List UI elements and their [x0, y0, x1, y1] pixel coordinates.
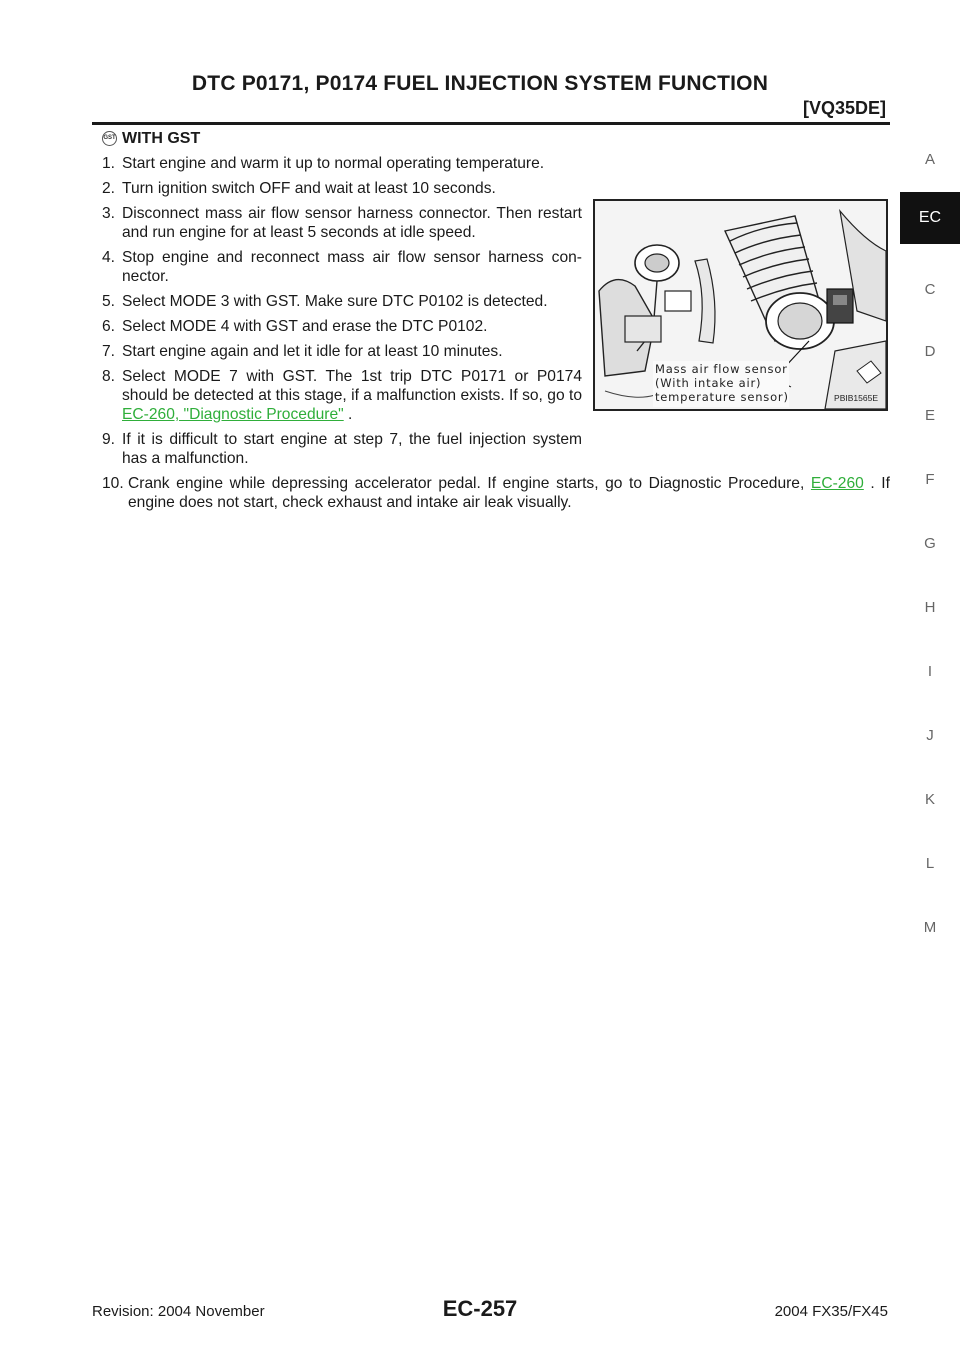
step-number: 4. [102, 249, 116, 266]
section-label: WITH GST [122, 130, 201, 147]
side-tab-d[interactable]: D [924, 343, 936, 360]
step-text-part: . [348, 406, 353, 423]
step-text-part: . If engine does not start, check exhaust and intake air leak visually. [128, 475, 890, 511]
section-subhead [102, 128, 890, 150]
diagnostic-procedure-link[interactable]: EC-260, "Diagnostic Procedure" [122, 406, 344, 423]
step-text: Stop engine and reconnect mass air flow sensor harness con-nector. [122, 249, 582, 285]
section-index-tabs [900, 0, 960, 1358]
figure-callout-line2: (With intake air) [655, 376, 762, 390]
mass-air-flow-sensor-figure [593, 199, 888, 411]
side-tab-a[interactable]: A [924, 151, 935, 168]
step-text: Select MODE 3 with GST. Make sure DTC P0102 is detected. [122, 293, 548, 310]
step-text: Start engine again and let it idle for at least 10 minutes. [122, 343, 503, 360]
step-number: 5. [102, 293, 116, 310]
side-tab-m[interactable]: M [923, 919, 937, 936]
header-divider [92, 122, 890, 125]
side-tab-h[interactable]: H [924, 599, 936, 616]
revision-date: Revision: 2004 November [92, 1303, 265, 1320]
side-tab-ec[interactable]: EC [900, 192, 960, 244]
step-text: Select MODE 4 with GST and erase the DTC P0102. [122, 318, 488, 335]
figure-code: PBIB1565E [834, 393, 878, 403]
step-number: 1. [102, 155, 116, 172]
step-text [102, 474, 890, 512]
step-number: 2. [102, 180, 116, 197]
step-number: 9. [102, 431, 116, 448]
step-text-part: Select MODE 7 with GST. The 1st trip DTC P0171 or P0174 should be detected at this stage, if a malfunction exists. If so, go to [122, 368, 582, 404]
step-number: 8. [102, 368, 116, 385]
list-item [102, 154, 890, 173]
page-number: EC-257 [442, 1296, 518, 1321]
side-tab-k[interactable]: K [924, 791, 935, 808]
ec-260-link[interactable]: EC-260 [810, 475, 864, 492]
step-text: Turn ignition switch OFF and wait at least 10 seconds. [122, 180, 496, 197]
step-text-part: Crank engine while depressing accelerator pedal. If engine starts, go to Diagnostic Procedure, [128, 475, 805, 492]
side-tab-f[interactable]: F [925, 471, 935, 488]
list-item [102, 430, 890, 468]
step-text: Disconnect mass air flow sensor harness connector. Then restart and run engine for at least 5 seconds at idle speed. [122, 205, 582, 241]
list-item [102, 474, 890, 512]
gst-icon: GST [102, 131, 117, 146]
side-tab-c[interactable]: C [924, 281, 936, 298]
figure-callout-line1: Mass air flow sensor [655, 362, 788, 376]
side-tab-e[interactable]: E [924, 407, 935, 424]
step-number: 3. [102, 205, 116, 222]
vehicle-model: 2004 FX35/FX45 [774, 1303, 888, 1320]
page-title: DTC P0171, P0174 FUEL INJECTION SYSTEM FUNCTION [191, 72, 769, 95]
step-text [102, 367, 582, 424]
side-tab-j[interactable]: J [926, 727, 934, 744]
engine-code: [VQ35DE] [802, 98, 886, 118]
step-number: 10. [102, 475, 124, 492]
side-tab-i[interactable]: I [927, 663, 933, 680]
figure-callout-line3: temperature sensor) [655, 390, 789, 404]
step-text: If it is difficult to start engine at step 7, the fuel injection system has a malfunction. [122, 431, 582, 467]
step-number: 6. [102, 318, 116, 335]
side-tab-g[interactable]: G [924, 535, 936, 552]
step-text: Start engine and warm it up to normal operating temperature. [122, 155, 545, 172]
side-tab-l[interactable]: L [925, 855, 935, 872]
list-item [102, 179, 890, 198]
step-number: 7. [102, 343, 116, 360]
